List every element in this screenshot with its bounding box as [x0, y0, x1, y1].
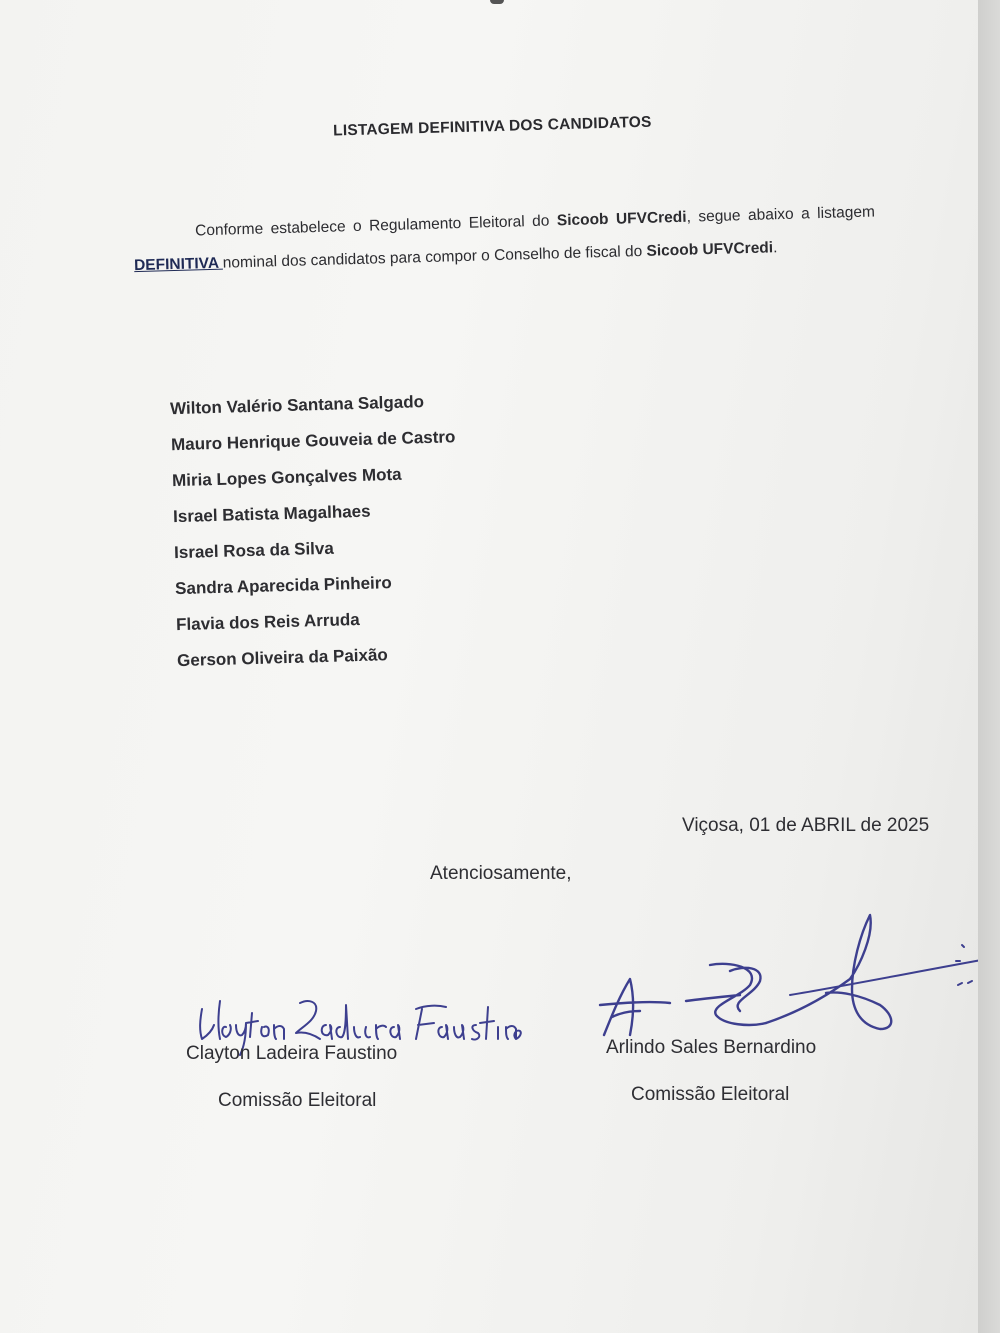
paragraph-text-4: . [772, 238, 778, 256]
candidate-name: Israel Batista Magalhaes [172, 501, 371, 527]
signatory-role: Comissão Eleitoral [631, 1084, 790, 1105]
signature-arlindo [590, 905, 1000, 1045]
organization-name: Sicoob UFVCredi [556, 208, 687, 229]
signatory-name: Clayton Ladeira Faustino [186, 1043, 398, 1064]
paragraph-text-2: , segue abaixo a listagem [686, 202, 876, 226]
place-date: Viçosa, 01 de ABRIL de 2025 [682, 815, 930, 836]
candidate-name: Gerson Oliveira da Paixão [176, 645, 389, 671]
closing-salutation: Atenciosamente, [430, 863, 572, 884]
candidate-name: Flavia dos Reis Arruda [175, 610, 360, 635]
intro-paragraph [133, 195, 877, 282]
document-title: LISTAGEM DEFINITIVA DOS CANDIDATOS [332, 113, 652, 140]
candidate-list [170, 383, 462, 679]
signatory-name: Arlindo Sales Bernardino [606, 1037, 817, 1058]
page-edge-background [978, 0, 1000, 1333]
paragraph-text-1: Conforme estabelece o Regulamento Eleitoral do [194, 211, 558, 239]
candidate-name: Miria Lopes Gonçalves Mota [171, 464, 402, 491]
candidate-name: Israel Rosa da Silva [173, 538, 335, 563]
candidate-name: Wilton Valério Santana Salgado [169, 392, 425, 419]
paragraph-text-3: nominal dos candidatos para compor o Conselho de fiscal do [222, 242, 647, 272]
organization-name: Sicoob UFVCredi [646, 238, 774, 260]
candidate-name: Sandra Aparecida Pinheiro [174, 573, 392, 599]
definitiva-emphasis: DEFINITIVA [133, 254, 223, 274]
candidate-name: Mauro Henrique Gouveia de Castro [170, 427, 456, 455]
signatory-role: Comissão Eleitoral [218, 1090, 377, 1111]
